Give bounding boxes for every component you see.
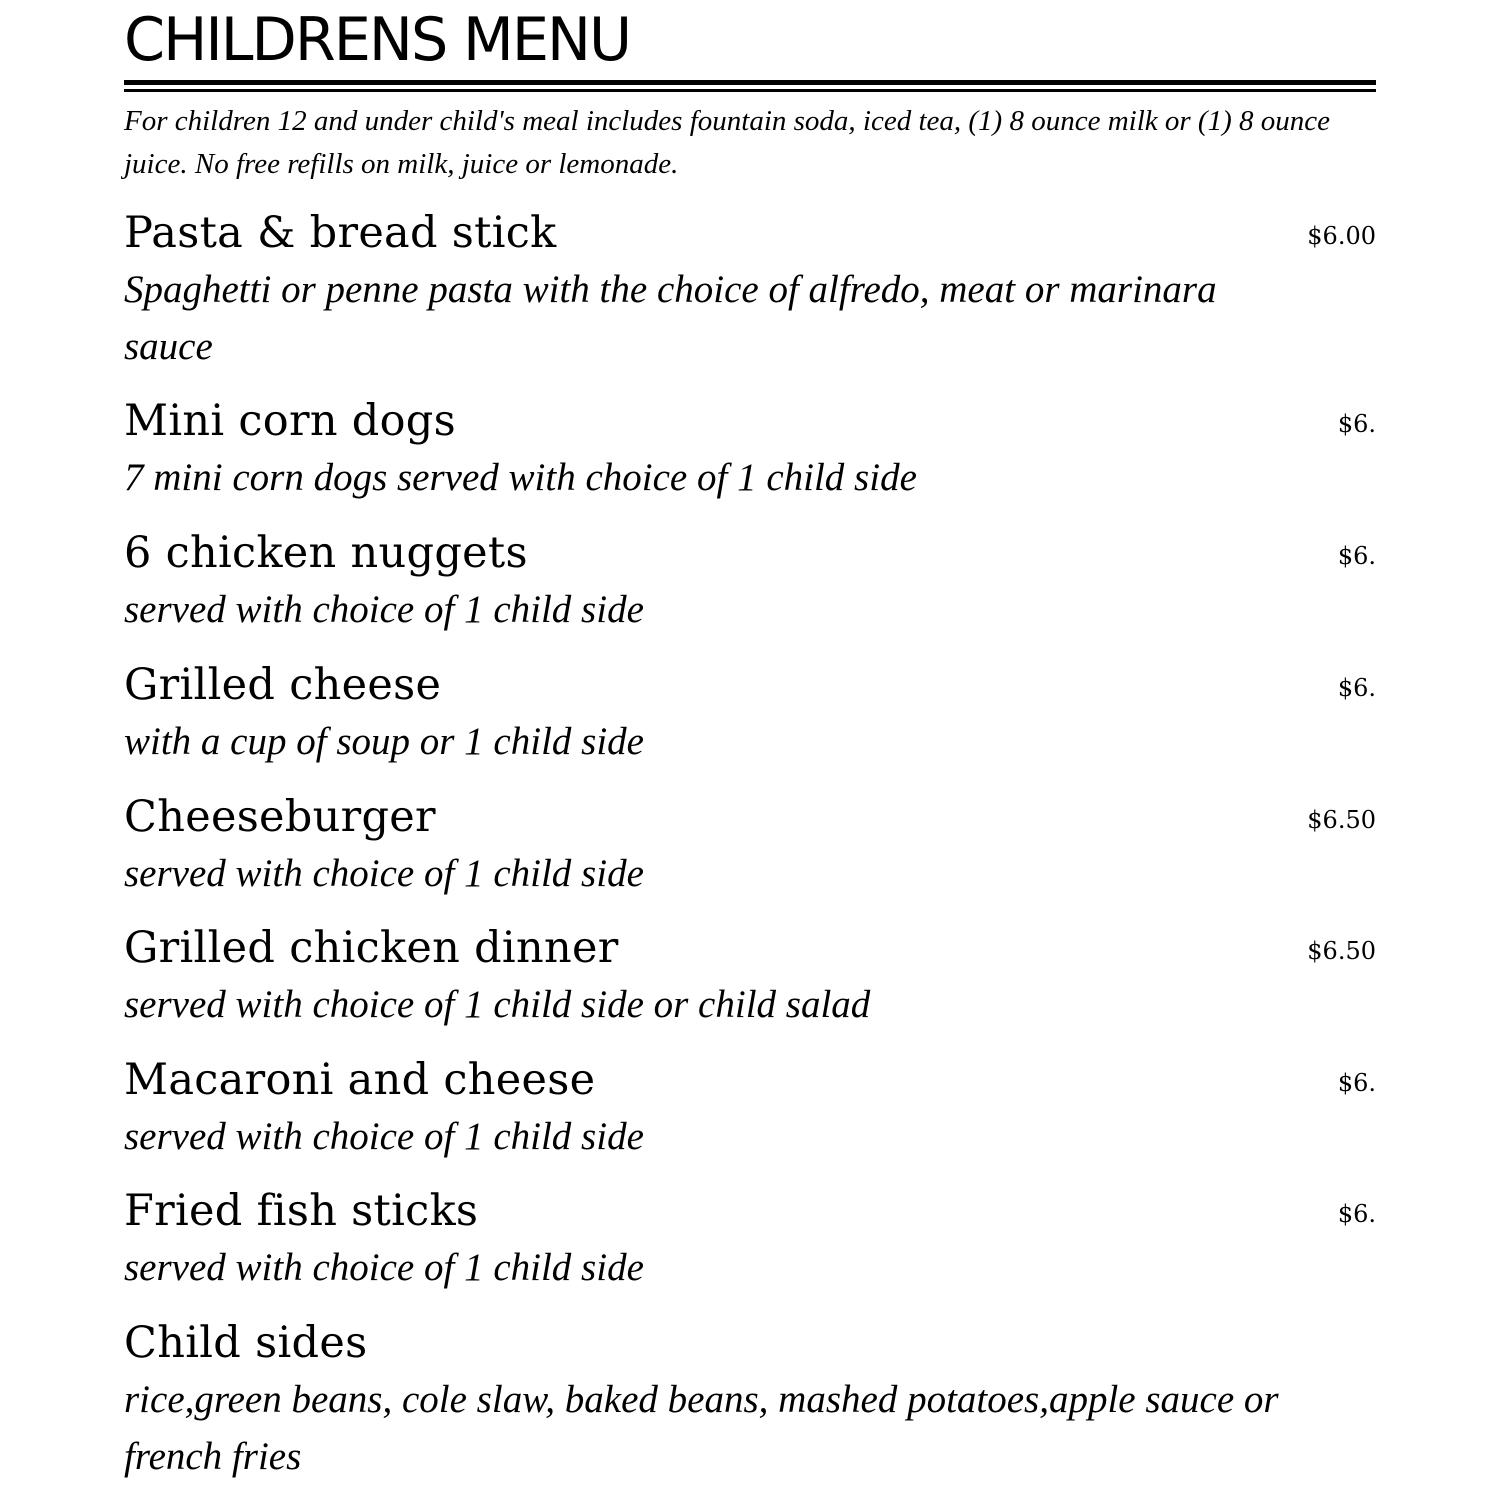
menu-item-description: served with choice of 1 child side — [124, 852, 644, 895]
menu-item-name: Cheeseburger — [124, 792, 436, 842]
menu-item-description: served with choice of 1 child side — [124, 588, 644, 631]
menu-item-mac-and-cheese — [124, 1052, 1376, 1165]
menu-item-name: Mini corn dogs — [124, 396, 456, 446]
title-divider-thin — [124, 89, 1376, 92]
menu-item-fish-sticks — [124, 1183, 1376, 1296]
menu-item-price: $6. — [1337, 1200, 1376, 1228]
menu-item-name: Grilled cheese — [124, 660, 442, 710]
menu-item-name: Child sides — [124, 1318, 368, 1368]
menu-item-name: Grilled chicken dinner — [124, 923, 619, 973]
menu-item-description: served with choice of 1 child side — [124, 1115, 644, 1158]
menu-item-chicken-nuggets — [124, 525, 1376, 638]
menu-item-price: $6. — [1337, 410, 1376, 438]
menu-item-description: with a cup of soup or 1 child side — [124, 720, 644, 763]
menu-item-name: Macaroni and cheese — [124, 1055, 596, 1105]
menu-item-price: $6.50 — [1307, 806, 1376, 834]
menu-item-description: rice,green beans, cole slaw, baked beans, mashed potatoes,apple sauce or french fries — [124, 1378, 1279, 1478]
page-title: CHILDRENS MENU — [124, 5, 631, 75]
menu-item-name: Pasta & bread stick — [124, 208, 557, 258]
menu-item-name: Fried fish sticks — [124, 1186, 479, 1236]
menu-item-corn-dogs — [124, 393, 1376, 506]
menu-item-price: $6. — [1337, 542, 1376, 570]
menu-item-description: Spaghetti or penne pasta with the choice of alfredo, meat or marinara sauce — [124, 268, 1217, 368]
menu-item-price: $6.50 — [1307, 937, 1376, 965]
menu-item-grilled-chicken — [124, 920, 1376, 1033]
menu-intro-note: For children 12 and under child's meal includes fountain soda, iced tea, (1) 8 ounce milk or (1) 8 ounce juice. No free refills on milk, juice or lemonade. — [124, 105, 1330, 180]
menu-item-grilled-cheese — [124, 657, 1376, 770]
menu-item-price: $6. — [1337, 1069, 1376, 1097]
title-divider-thick — [124, 80, 1376, 85]
menu-item-child-sides — [124, 1315, 1376, 1485]
menu-item-description: served with choice of 1 child side — [124, 1246, 644, 1289]
menu-item-description: served with choice of 1 child side or child salad — [124, 983, 871, 1026]
menu-item-name: 6 chicken nuggets — [124, 528, 528, 578]
menu-item-price: $6. — [1337, 674, 1376, 702]
menu-page — [124, 0, 1376, 1498]
menu-item-cheeseburger — [124, 789, 1376, 902]
menu-item-pasta — [124, 205, 1376, 375]
menu-item-description: 7 mini corn dogs served with choice of 1 child side — [124, 456, 917, 499]
menu-item-price: $6.00 — [1307, 222, 1376, 250]
